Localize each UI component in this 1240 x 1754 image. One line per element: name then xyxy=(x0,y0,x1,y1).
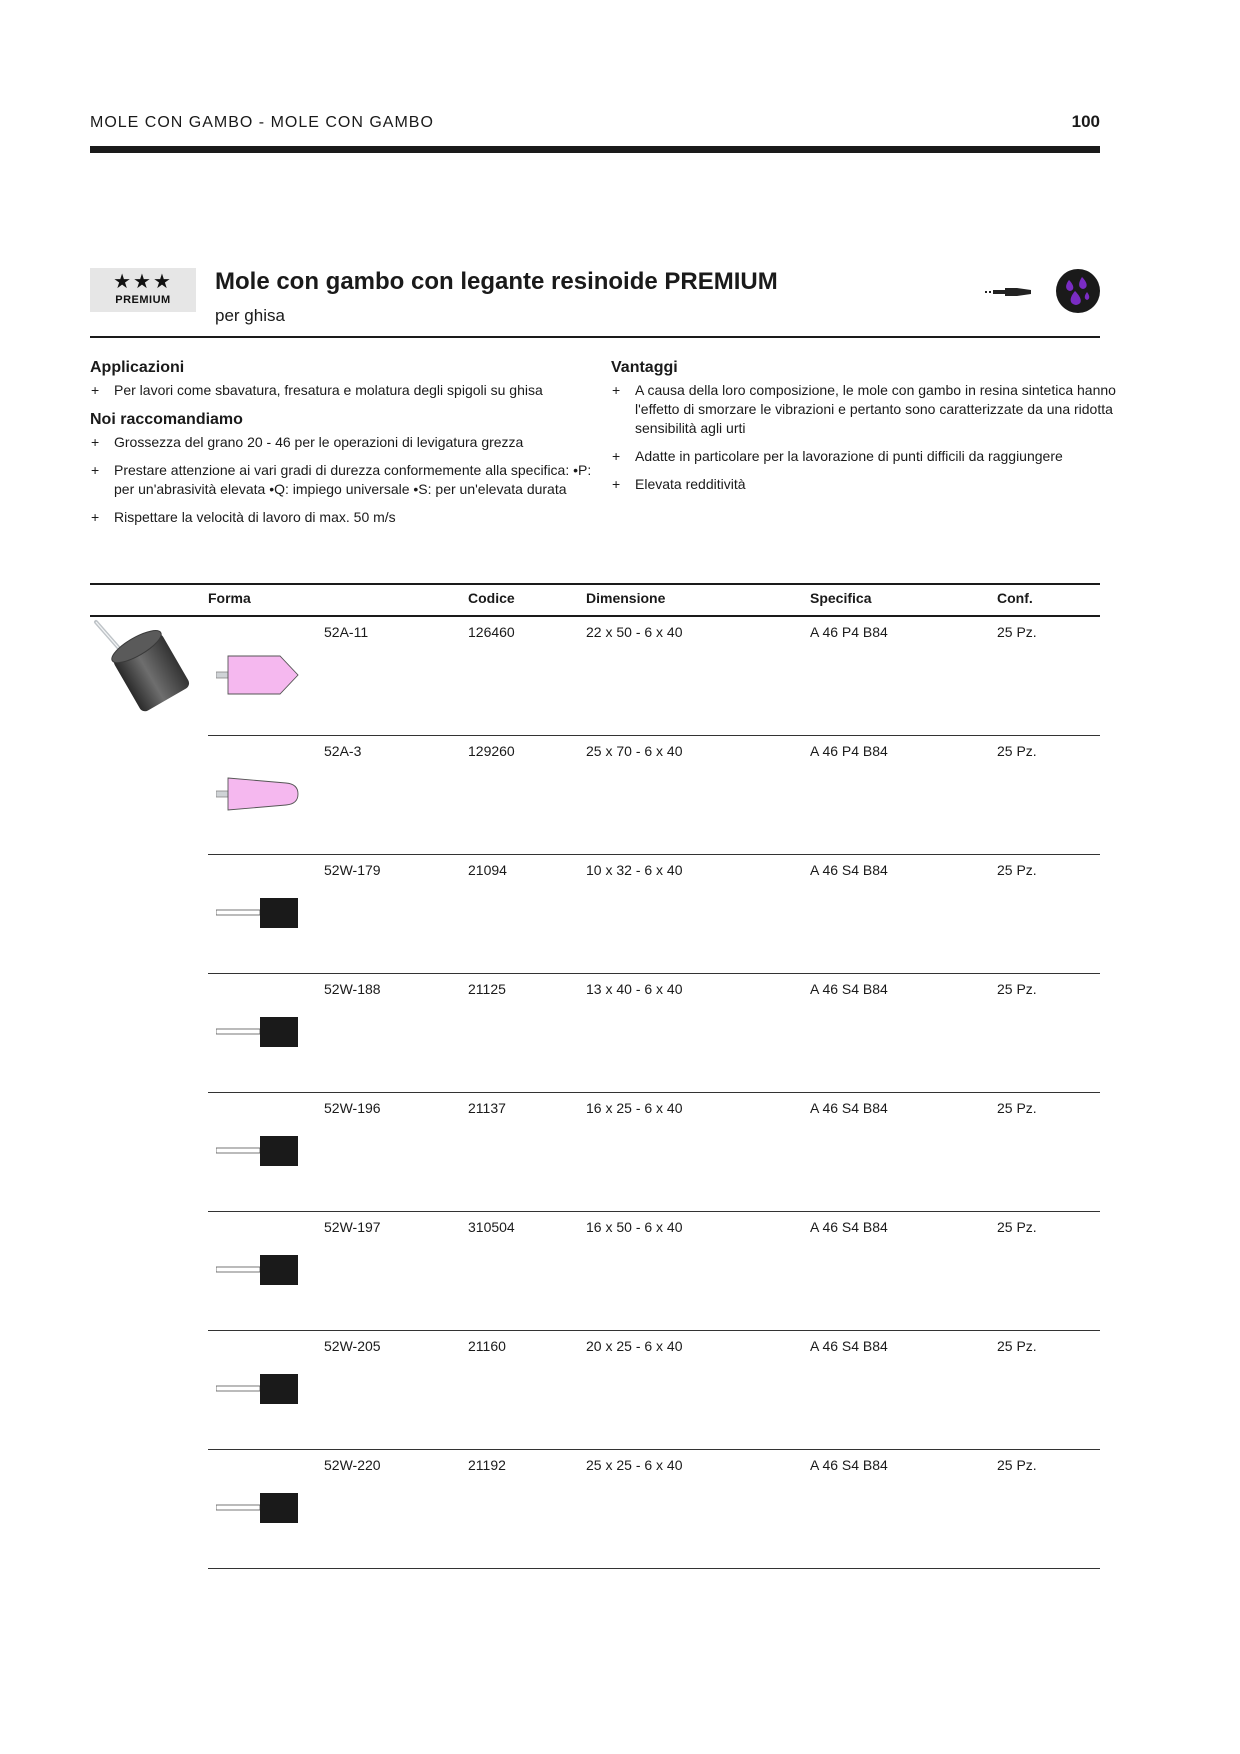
plus-bullet: + xyxy=(612,476,621,492)
running-title: MOLE CON GAMBO - MOLE CON GAMBO xyxy=(90,114,434,131)
cell-forma: 52A-11 xyxy=(324,624,369,640)
plus-bullet: + xyxy=(91,434,100,450)
cell-conf: 25 Pz. xyxy=(997,981,1037,997)
table-row xyxy=(208,855,1100,974)
cell-forma: 52W-179 xyxy=(324,862,381,878)
cell-forma: 52W-205 xyxy=(324,1338,381,1354)
page-subtitle: per ghisa xyxy=(215,306,285,325)
cell-codice: 21137 xyxy=(468,1100,506,1116)
cell-conf: 25 Pz. xyxy=(997,862,1037,878)
shape-black-cylinder-icon xyxy=(216,890,306,943)
table-row xyxy=(208,736,1100,855)
vantaggi-list xyxy=(611,381,1121,494)
cell-conf: 25 Pz. xyxy=(997,624,1037,640)
row-rule xyxy=(208,1568,1100,1569)
left-info-column xyxy=(90,359,600,536)
raccomandiamo-list xyxy=(90,433,600,527)
plus-bullet: + xyxy=(91,462,100,478)
cell-dimensione: 22 x 50 - 6 x 40 xyxy=(586,624,683,640)
raccomandiamo-heading: Noi raccomandiamo xyxy=(90,411,243,428)
cell-codice: 21094 xyxy=(468,862,507,878)
cell-dimensione: 13 x 40 - 6 x 40 xyxy=(586,981,683,997)
shape-black-cylinder-icon xyxy=(216,1366,306,1419)
cell-codice: 21192 xyxy=(468,1457,506,1473)
cell-codice: 21160 xyxy=(468,1338,506,1354)
col-header-forma: Forma xyxy=(208,590,251,606)
table-row xyxy=(208,1450,1100,1569)
cell-conf: 25 Pz. xyxy=(997,1100,1037,1116)
cell-specifica: A 46 S4 B84 xyxy=(810,1457,888,1473)
cell-codice: 126460 xyxy=(468,624,515,640)
applicazioni-list xyxy=(90,381,600,400)
cell-specifica: A 46 S4 B84 xyxy=(810,1100,888,1116)
col-header-conf: Conf. xyxy=(997,590,1033,606)
plus-bullet: + xyxy=(612,448,621,464)
cell-dimensione: 16 x 50 - 6 x 40 xyxy=(586,1219,683,1235)
cell-codice: 21125 xyxy=(468,981,506,997)
cell-specifica: A 46 S4 B84 xyxy=(810,1219,888,1235)
shape-black-cylinder-icon xyxy=(216,1485,306,1538)
header-rule xyxy=(90,146,1100,153)
shape-black-cylinder-icon xyxy=(216,1009,306,1062)
vantaggi-heading: Vantaggi xyxy=(611,359,678,376)
cell-forma: 52W-188 xyxy=(324,981,381,997)
cell-conf: 25 Pz. xyxy=(997,743,1037,759)
shape-52a-11-icon xyxy=(216,652,306,705)
title-rule xyxy=(90,336,1100,338)
list-item: + Per lavori come sbavatura, fresatura e molatura degli spigoli su ghisa xyxy=(91,382,543,398)
table-row xyxy=(208,617,1100,736)
cell-conf: 25 Pz. xyxy=(997,1457,1037,1473)
cell-dimensione: 25 x 25 - 6 x 40 xyxy=(586,1457,683,1473)
grinder-tool-icon xyxy=(985,286,1033,298)
premium-badge xyxy=(90,268,196,312)
col-header-specifica: Specifica xyxy=(810,590,872,606)
badge-stars: ★★★ xyxy=(113,271,173,293)
cell-dimensione: 16 x 25 - 6 x 40 xyxy=(586,1100,683,1116)
page-title: Mole con gambo con legante resinoide PREMIUM xyxy=(215,268,778,295)
table-top-rule xyxy=(90,583,1100,585)
cell-forma: 52W-196 xyxy=(324,1100,381,1116)
shape-52a-3-icon xyxy=(216,771,306,824)
cell-dimensione: 20 x 25 - 6 x 40 xyxy=(586,1338,683,1354)
purple-drops-icon xyxy=(1055,268,1101,314)
list-item: + Rispettare la velocità di lavoro di max. 50 m/s xyxy=(91,509,396,525)
mounted-point-photo xyxy=(92,618,202,718)
table-row xyxy=(208,1212,1100,1331)
col-header-codice: Codice xyxy=(468,590,515,606)
shape-black-cylinder-icon xyxy=(216,1128,306,1181)
cell-forma: 52W-220 xyxy=(324,1457,381,1473)
cell-conf: 25 Pz. xyxy=(997,1219,1037,1235)
badge-text: PREMIUM xyxy=(115,294,171,306)
cell-forma: 52A-3 xyxy=(324,743,362,759)
list-item: + Adatte in particolare per la lavorazione di punti difficili da raggiungere xyxy=(612,448,1063,464)
cell-dimensione: 10 x 32 - 6 x 40 xyxy=(586,862,683,878)
cell-dimensione: 25 x 70 - 6 x 40 xyxy=(586,743,683,759)
shape-black-cylinder-icon xyxy=(216,1247,306,1300)
cell-forma: 52W-197 xyxy=(324,1219,381,1235)
list-item: + Grossezza del grano 20 - 46 per le operazioni di levigatura grezza xyxy=(91,434,524,450)
applicazioni-heading: Applicazioni xyxy=(90,359,185,376)
cell-codice: 129260 xyxy=(468,743,515,759)
right-info-column xyxy=(611,359,1121,503)
col-header-dimensione: Dimensione xyxy=(586,590,666,606)
cell-specifica: A 46 S4 B84 xyxy=(810,981,888,997)
table-row xyxy=(208,1093,1100,1212)
list-item: + Prestare attenzione ai vari gradi di durezza conformemente alla specifica: •P: per un'abrasività elevata •Q: impiego universale •S: per un'elevata durata xyxy=(91,462,592,497)
plus-bullet: + xyxy=(91,382,100,398)
cell-codice: 310504 xyxy=(468,1219,515,1235)
page-number: 100 xyxy=(1071,112,1100,131)
plus-bullet: + xyxy=(612,382,621,398)
cell-specifica: A 46 S4 B84 xyxy=(810,1338,888,1354)
list-item: + Elevata redditività xyxy=(612,476,746,492)
cell-specifica: A 46 P4 B84 xyxy=(810,743,888,759)
list-item: + A causa della loro composizione, le mole con gambo in resina sintetica hanno l'effetto di smorzare le vibrazioni e pertanto sono caratterizzate da una ridotta sensibilità agli urti xyxy=(612,382,1116,436)
cell-conf: 25 Pz. xyxy=(997,1338,1037,1354)
table-row xyxy=(208,974,1100,1093)
cell-specifica: A 46 S4 B84 xyxy=(810,862,888,878)
cell-specifica: A 46 P4 B84 xyxy=(810,624,888,640)
table-row xyxy=(208,1331,1100,1450)
plus-bullet: + xyxy=(91,509,100,525)
